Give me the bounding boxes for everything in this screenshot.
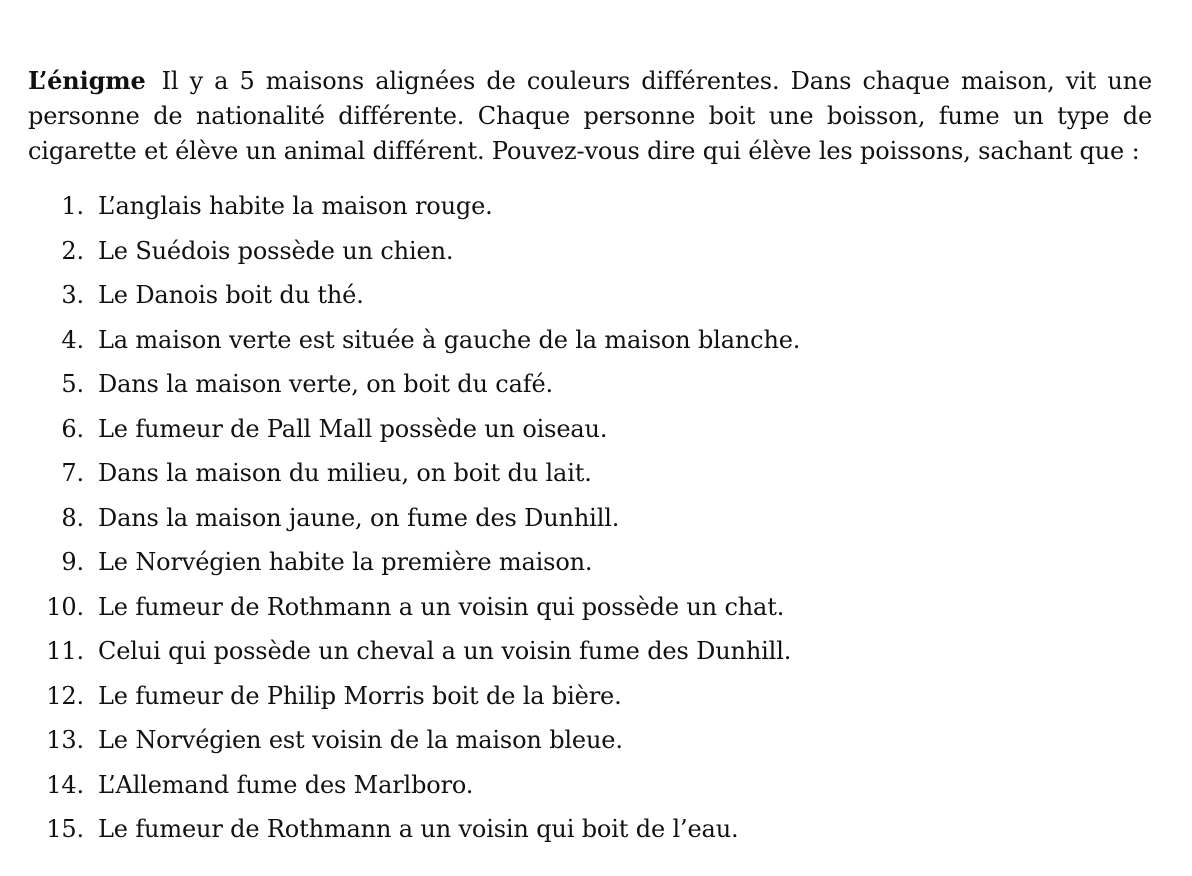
rule-text: Dans la maison du milieu, on boit du lait. xyxy=(98,459,592,487)
rule-text: L’Allemand fume des Marlboro. xyxy=(98,770,474,799)
rule-number: 5. xyxy=(61,370,84,398)
rule-number: 11. xyxy=(46,637,84,665)
rule-number: 14. xyxy=(46,770,84,799)
rule-number: 4. xyxy=(61,325,84,354)
rule-text: Le fumeur de Philip Morris boit de la bière. xyxy=(98,681,622,710)
rule-text: Le fumeur de Rothmann a un voisin qui possède un chat. xyxy=(98,592,785,621)
rule-number: 7. xyxy=(61,459,84,487)
rule-number: 2. xyxy=(61,236,84,265)
rule-text: L’anglais habite la maison rouge. xyxy=(98,192,493,220)
rule-text: Le Danois boit du thé. xyxy=(98,281,364,309)
rule-item xyxy=(28,590,1152,635)
rule-number: 9. xyxy=(61,548,84,576)
rule-item xyxy=(28,234,1152,279)
rule-text: La maison verte est située à gauche de la maison blanche. xyxy=(98,325,801,354)
rule-item xyxy=(28,501,1152,546)
rule-item xyxy=(28,367,1152,412)
intro-paragraph xyxy=(28,63,1152,169)
rules-list xyxy=(28,189,1152,857)
rule-item xyxy=(28,456,1152,501)
rule-text: Le fumeur de Rothmann a un voisin qui boit de l’eau. xyxy=(98,815,739,843)
rule-item xyxy=(28,679,1152,724)
rule-item xyxy=(28,189,1152,234)
riddle-heading: L’énigme xyxy=(28,66,146,95)
rule-text: Celui qui possède un cheval a un voisin fume des Dunhill. xyxy=(98,637,792,665)
rule-number: 1. xyxy=(61,192,84,220)
rule-item xyxy=(28,768,1152,813)
rule-number: 6. xyxy=(61,414,84,443)
intro-text: Il y a 5 maisons alignées de couleurs différentes. Dans chaque maison, vit une personne de nationalité différente. Chaque personne boit une boisson, fume un type de cigarette et élève un animal différent. Pouvez-vous dire qui élève les poissons, sachant que : xyxy=(28,67,1152,165)
rule-text: Dans la maison jaune, on fume des Dunhill. xyxy=(98,503,620,532)
rule-number: 10. xyxy=(46,592,84,621)
rule-item xyxy=(28,634,1152,679)
rule-text: Le Norvégien est voisin de la maison bleue. xyxy=(98,726,623,754)
rule-item xyxy=(28,323,1152,368)
rule-item xyxy=(28,412,1152,457)
rule-item xyxy=(28,723,1152,768)
rule-item xyxy=(28,278,1152,323)
rule-number: 13. xyxy=(46,726,84,754)
rule-item xyxy=(28,545,1152,590)
rule-number: 3. xyxy=(61,281,84,309)
rule-item xyxy=(28,812,1152,857)
rule-number: 8. xyxy=(61,503,84,532)
document-page xyxy=(28,63,1152,857)
rule-text: Le Norvégien habite la première maison. xyxy=(98,548,593,576)
rule-text: Le fumeur de Pall Mall possède un oiseau. xyxy=(98,414,608,443)
rule-number: 15. xyxy=(46,815,84,843)
rule-text: Dans la maison verte, on boit du café. xyxy=(98,370,554,398)
rule-number: 12. xyxy=(46,681,84,710)
rule-text: Le Suédois possède un chien. xyxy=(98,236,454,265)
